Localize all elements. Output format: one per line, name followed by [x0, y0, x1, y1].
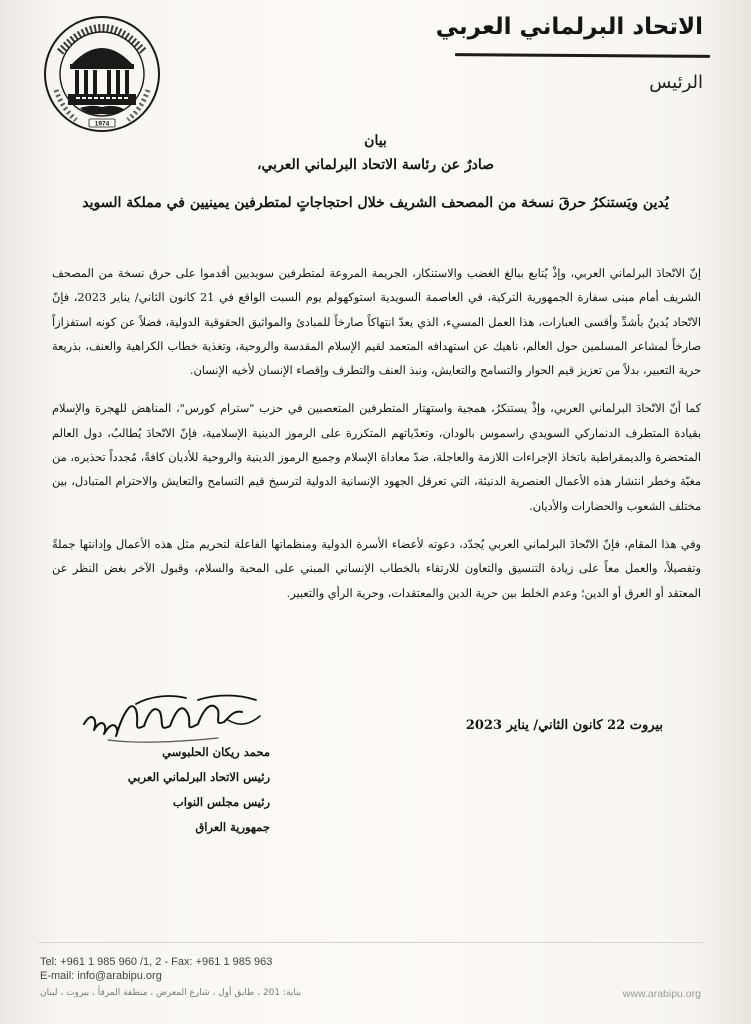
- footer-contact: [40, 955, 272, 983]
- signer-title-ipu: رئيس الاتحاد البرلماني العربي: [127, 770, 270, 784]
- statement-titles: [50, 130, 701, 216]
- footer-phone: Tel: +961 1 985 960 /1, 2 - Fax: +961 1 985 963: [40, 956, 273, 968]
- footer-website: www.arabipu.org: [622, 988, 701, 1000]
- signer-country: جمهورية العراق: [195, 820, 270, 834]
- organization-name: الاتحاد البرلماني العربي: [435, 14, 703, 40]
- body-paragraph: كما أنّ الاتّحادَ البرلماني العربي، وإذْ يستنكرُ، همجية واستهتار المتطرفين المتعصبين في حزب "سترام كورس"، المناهض للهجرة والإسلام بقيادة المتطرف الدنماركي السويدي راسموس بالودان، وتعدّياتهم المتكررة على الرموز الدينية الإسلامية، فإنّ الاتّحادَ يُطالبُ، دول العالم المتحضرة والديمقراطية باتخاذ الإجراءات اللازمة والعاجلة، ضدّ معاداة الإسلام وجميع الرموز الدينية والروحية للأديان كافةً، مُجدداً تحذيره، من مغبّة وخطر انتشار هذه الأعمال العنصرية الدنيئة، التي تعرقل الجهود الإنسانية الدولية لترسيخ قيم التسامح والتعايش والاحترام المتبادل، بين مختلف الشعوب والحضارات والأديان.: [52, 402, 701, 513]
- signer-title-parliament: رئيس مجلس النواب: [172, 795, 270, 809]
- statement-body: [52, 262, 701, 620]
- statement-issuer: صادرٌ عن رئاسة الاتحاد البرلماني العربي،: [256, 157, 494, 173]
- footer-email: E-mail: info@arabipu.org: [40, 970, 162, 982]
- body-paragraph: إنّ الاتّحادَ البرلماني العربي، وإذْ يُتابع ببالغ الغضب والاستنكار، الجريمة المروعة لمتطرفين سويديين أقدموا على حرق نسخة من المصحف الشريف أمام مبنى سفارة الجمهورية التركية، في العاصمة السويدية استوكهولم يوم السبت الواقع في 21 كانون الثاني/ يناير 2023، فإنّ الاتّحاد يُدينُ بأشدِّ وأقسى العبارات، هذا العمل المسيء، الذي يعدّ انتهاكاً صارخاً للمبادئ والمواثيق الحقوقية الدولية، فضلاً عن كونه استفزازاً صارخاً لمشاعر المسلمين حول العالم، ناهيك عن استهدافه المتعمد لقيم الإسلام المقدسة والروحية، وتغذية خطاب الكراهية والعنف، بذريعة حرية التعبير، بدلاً من تعزيز قيم الحوار والتسامح والتعايش، ونبذ العنف والتطرف وإقصاء الإنسان لأخيه الإنسان.: [52, 267, 701, 378]
- statement-date: بيروت 22 كانون الثاني/ يناير 2023: [465, 718, 663, 733]
- footer-address: بناية: 201 ، طابق أول ، شارع المعرض ، منطقة المرفأ ، بيروت ، لبنان: [40, 988, 302, 998]
- signer-name: محمد ريكان الحلبوسي: [162, 745, 270, 759]
- footer-divider: [38, 942, 703, 943]
- statement-title: بيان: [364, 133, 387, 149]
- signer-block: [80, 740, 270, 840]
- header-role: الرئيس: [649, 72, 703, 93]
- logo-year: 1974: [94, 120, 110, 128]
- header-divider: [455, 53, 710, 58]
- arab-ipu-emblem-logo: [42, 12, 162, 137]
- statement-subject: يُدين ويَستنكرُ حرقَ نسخة من المصحف الشريف خلال احتجاجاتٍ لمتطرفين يمينيين في مملكة السويد: [82, 195, 669, 211]
- body-paragraph: وفي هذا المقام، فإنّ الاتّحادَ البرلماني العربي يُجدّد، دعوته لأعضاء الأسرة الدولية ومنظماتها الفاعلة لتحريم مثل هذه الأعمال وإدانتها جملةً وتفصيلاً، والعمل معاً على زيادة التنسيق والتعاون للارتقاء بالخطاب الإنساني المبني على المحبة والسلام، وقبول الآخر بغض النظر عن المعتقد أو العرق أو الدين؛ وعدم الخلط بين حرية الدين والمعتقدات، وحرية الرأي والتعبير.: [52, 537, 701, 600]
